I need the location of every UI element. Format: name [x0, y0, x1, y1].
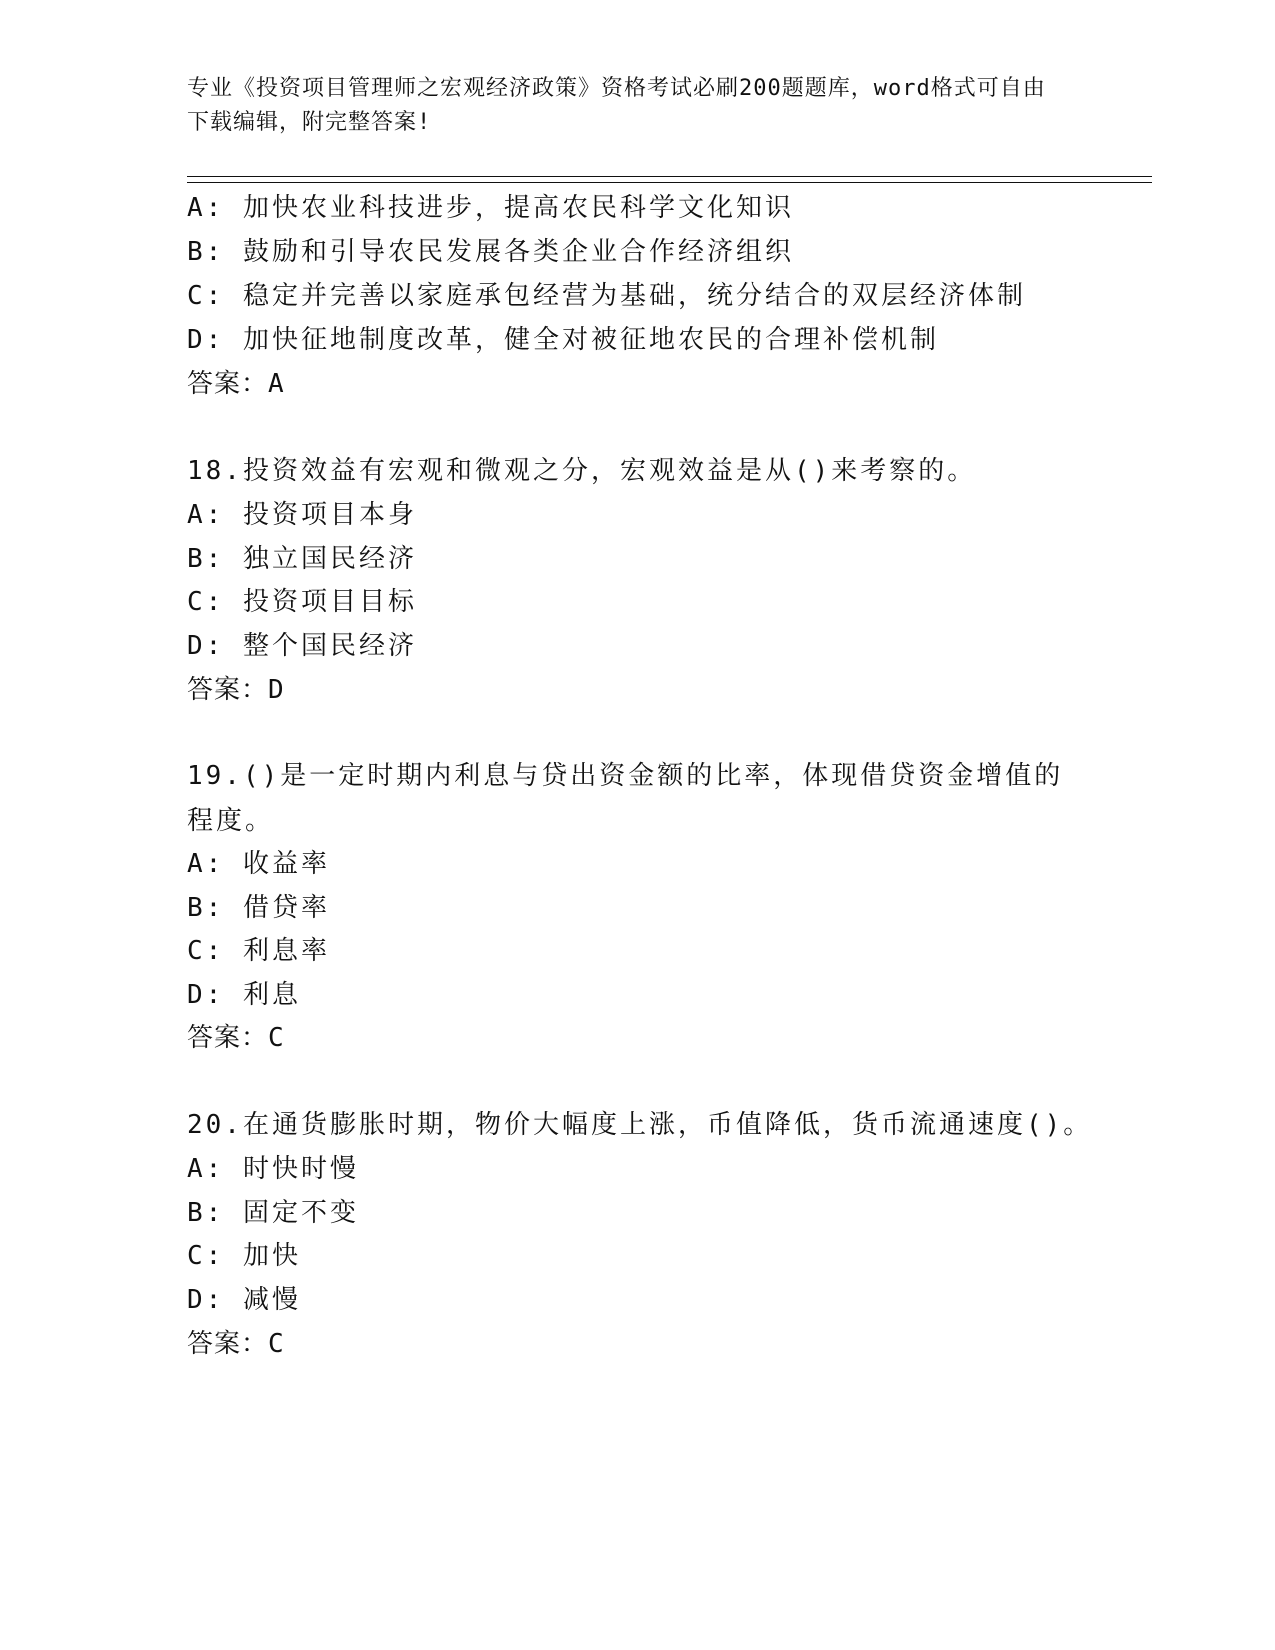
q19-answer: 答案：C [187, 1023, 285, 1053]
q17-option-b: B: 鼓励和引导农民发展各类企业合作经济组织 [187, 237, 794, 267]
document-header: 专业《投资项目管理师之宏观经济政策》资格考试必刷200题题库，word格式可自由下载编辑，附完整答案! [187, 76, 1046, 135]
q18-answer: 答案：D [187, 675, 285, 705]
header-divider-top [187, 176, 1152, 177]
q19-option-d: D: 利息 [187, 980, 301, 1010]
q19-option-b: B: 借贷率 [187, 893, 330, 923]
header-divider-bottom [187, 182, 1152, 183]
q18-option-a: A: 投资项目本身 [187, 500, 417, 530]
q20-answer: 答案：C [187, 1329, 285, 1359]
q18-option-b: B: 独立国民经济 [187, 544, 417, 574]
q19-option-c: C: 利息率 [187, 936, 330, 966]
q20-option-c: C: 加快 [187, 1241, 301, 1271]
q20-option-d: D: 减慢 [187, 1285, 301, 1315]
q17-option-d: D: 加快征地制度改革，健全对被征地农民的合理补偿机制 [187, 325, 939, 355]
q18-question: 18.投资效益有宏观和微观之分，宏观效益是从()来考察的。 [187, 456, 977, 486]
q17-option-c: C: 稳定并完善以家庭承包经营为基础，统分结合的双层经济体制 [187, 281, 1026, 311]
q19-option-a: A: 收益率 [187, 849, 330, 879]
q17-answer: 答案：A [187, 369, 285, 399]
q18-option-d: D: 整个国民经济 [187, 631, 417, 661]
q20-option-a: A: 时快时慢 [187, 1154, 359, 1184]
q19-question: 19.()是一定时期内利息与贷出资金额的比率，体现借贷资金增值的程度。 [187, 761, 1064, 836]
q20-option-b: B: 固定不变 [187, 1198, 359, 1228]
q17-option-a: A: 加快农业科技进步，提高农民科学文化知识 [187, 193, 794, 223]
q20-question: 20.在通货膨胀时期，物价大幅度上涨，币值降低，货币流通速度()。 [187, 1110, 1093, 1140]
q18-option-c: C: 投资项目目标 [187, 587, 417, 617]
